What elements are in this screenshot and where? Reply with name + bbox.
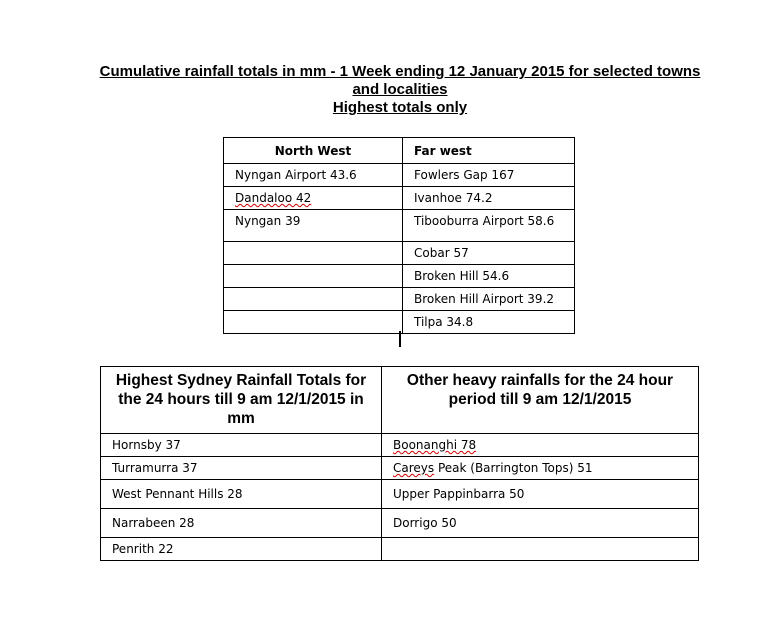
title-line-2: and localities bbox=[352, 81, 448, 98]
table-cell: Dorrigo 50 bbox=[382, 509, 699, 538]
table-row bbox=[224, 242, 575, 265]
table-cell bbox=[382, 434, 699, 457]
column-header-sydney-totals: Highest Sydney Rainfall Totals for the 24 hours till 9 am 12/1/2015 in mm bbox=[101, 367, 382, 434]
column-header-north-west: North West bbox=[224, 138, 403, 164]
cell-text-remainder: Peak (Barrington Tops) 51 bbox=[434, 461, 593, 475]
table-row bbox=[101, 457, 699, 480]
sydney-rainfall-table bbox=[100, 366, 699, 561]
table-header-row bbox=[101, 367, 699, 434]
table-cell: Tilpa 34.8 bbox=[403, 311, 575, 334]
table-row bbox=[101, 509, 699, 538]
table-cell bbox=[224, 288, 403, 311]
column-header-other-rainfalls: Other heavy rainfalls for the 24 hour period till 9 am 12/1/2015 bbox=[382, 367, 699, 434]
spellcheck-flagged-text: Boonanghi 78 bbox=[393, 438, 477, 452]
table-cell: Turramurra 37 bbox=[101, 457, 382, 480]
table-cell bbox=[224, 311, 403, 334]
table-row bbox=[101, 538, 699, 561]
title-line-1: Cumulative rainfall totals in mm - 1 Week ending 12 January 2015 for selected towns bbox=[99, 63, 701, 80]
table-cell: Nyngan 39 bbox=[224, 210, 403, 242]
table-row bbox=[101, 434, 699, 457]
spellcheck-flagged-text: Careys bbox=[393, 461, 435, 475]
careys-peak-text bbox=[393, 461, 592, 475]
column-header-far-west: Far west bbox=[403, 138, 575, 164]
text-cursor bbox=[399, 331, 401, 347]
table-row bbox=[224, 164, 575, 187]
table-cell bbox=[224, 265, 403, 288]
table-cell bbox=[224, 187, 403, 210]
table-row bbox=[224, 210, 575, 242]
table-header-row bbox=[224, 138, 575, 164]
document-title bbox=[60, 63, 740, 117]
regions-rainfall-table bbox=[223, 137, 575, 334]
table-cell: Broken Hill Airport 39.2 bbox=[403, 288, 575, 311]
table-cell: Nyngan Airport 43.6 bbox=[224, 164, 403, 187]
table-row bbox=[101, 480, 699, 509]
table-cell: Broken Hill 54.6 bbox=[403, 265, 575, 288]
table-cell bbox=[224, 242, 403, 265]
table-cell: Fowlers Gap 167 bbox=[403, 164, 575, 187]
table-row bbox=[224, 265, 575, 288]
table-cell: West Pennant Hills 28 bbox=[101, 480, 382, 509]
table-cell: Hornsby 37 bbox=[101, 434, 382, 457]
table-cell: Penrith 22 bbox=[101, 538, 382, 561]
table-cell bbox=[382, 457, 699, 480]
table-row bbox=[224, 288, 575, 311]
title-line-3: Highest totals only bbox=[332, 99, 468, 116]
table-cell: Cobar 57 bbox=[403, 242, 575, 265]
table-row bbox=[224, 187, 575, 210]
table-cell: Ivanhoe 74.2 bbox=[403, 187, 575, 210]
spellcheck-flagged-text: Dandaloo 42 bbox=[235, 191, 312, 205]
table-cell: Upper Pappinbarra 50 bbox=[382, 480, 699, 509]
table-cell: Narrabeen 28 bbox=[101, 509, 382, 538]
table-cell: Tibooburra Airport 58.6 bbox=[403, 210, 575, 242]
table-cell bbox=[382, 538, 699, 561]
